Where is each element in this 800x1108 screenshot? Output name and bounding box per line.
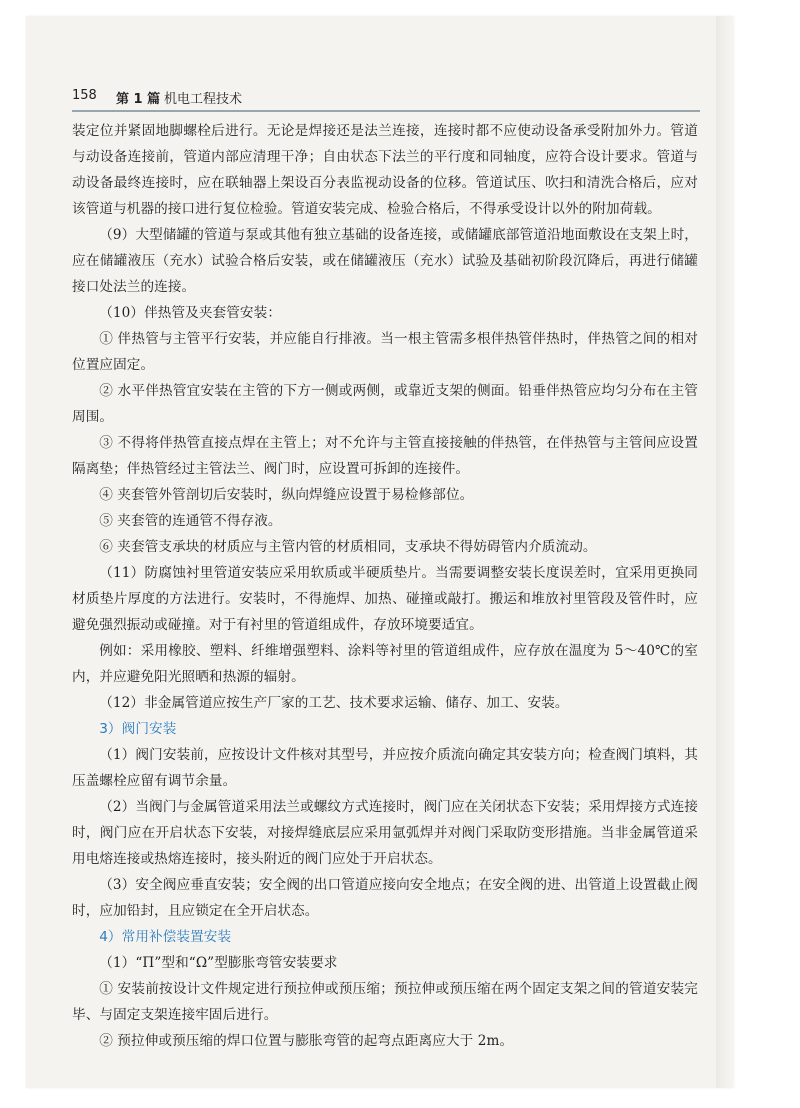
body-text (72, 118, 698, 1054)
paragraph: （1）阀门安装前，应按设计文件核对其型号，并应按介质流向确定其安装方向；检查阀门填料，其压盖螺栓应留有调节余量。 (72, 747, 698, 789)
page-number: 158 (72, 88, 97, 103)
paragraph: ② 水平伴热管宜安装在主管的下方一侧或两侧，或靠近支架的侧面。铅垂伴热管应均匀分布在主管周围。 (72, 383, 698, 425)
paragraph: （2）当阀门与金属管道采用法兰或螺纹方式连接时，阀门应在关闭状态下安装；采用焊接方式连接时，阀门应在开启状态下安装，对接焊缝底层应采用氩弧焊并对阀门采取防变形措施。当非金属管道采用电熔连接或热熔连接时，接头附近的阀门应处于开启状态。 (72, 799, 698, 867)
paragraph: （1）“Π”型和“Ω”型膨胀弯管安装要求 (99, 955, 338, 971)
paragraph: 装定位并紧固地脚螺栓后进行。无论是焊接还是法兰连接，连接时都不应使动设备承受附加外力。管道与动设备连接前，管道内部应清理干净；自由状态下法兰的平行度和同轴度，应符合设计要求。管道与动设备最终连接时，应在联轴器上架设百分表监视动设备的位移。管道试压、吹扫和清洗合格后，应对该管道与机器的接口进行复位检验。管道安装完成、检验合格后，不得承受设计以外的附加荷载。 (72, 123, 698, 217)
paragraph: （3）安全阀应垂直安装；安全阀的出口管道应接向安全地点；在安全阀的进、出管道上设置截止阀时，应加铅封，且应锁定在全开启状态。 (72, 877, 698, 919)
paragraph: ① 伴热管与主管平行安装，并应能自行排液。当一根主管需多根伴热管伴热时，伴热管之间的相对位置应固定。 (72, 331, 698, 373)
chapter-title: 机电工程技术 (164, 92, 243, 107)
paragraph: （9）大型储罐的管道与泵或其他有独立基础的设备连接，或储罐底部管道沿地面敷设在支架上时，应在储罐液压（充水）试验合格后安装，或在储罐液压（充水）试验及基础初阶段沉降后，再进行储罐接口处法兰的连接。 (72, 227, 698, 295)
part-label: 第 1 篇 (116, 92, 161, 107)
paragraph: ① 安装前按设计文件规定进行预拉伸或预压缩；预拉伸或预压缩在两个固定支架之间的管道安装完毕、与固定支架连接牢固后进行。 (72, 981, 698, 1023)
section-heading-valve: 3）阀门安装 (99, 721, 177, 737)
paragraph: 例如：采用橡胶、塑料、纤维增强塑料、涂料等衬里的管道组成件，应存放在温度为 5～40℃的室内，并应避免阳光照晒和热源的辐射。 (72, 643, 698, 685)
paragraph: （11）防腐蚀衬里管道安装应采用软质或半硬质垫片。当需要调整安装长度误差时，宜采用更换同材质垫片厚度的方法进行。安装时，不得施焊、加热、碰撞或敲打。搬运和堆放衬里管段及管件时，应避免强烈振动或碰撞。对于有衬里的管道组成件，存放环境要适宜。 (72, 565, 698, 633)
paragraph: ② 预拉伸或预压缩的焊口位置与膨胀弯管的起弯点距离应大于 2m。 (99, 1033, 514, 1049)
paragraph: ③ 不得将伴热管直接点焊在主管上；对不允许与主管直接接触的伴热管，在伴热管与主管间应设置隔离垫；伴热管经过主管法兰、阀门时，应设置可拆卸的连接件。 (72, 435, 698, 477)
paragraph: ④ 夹套管外管剖切后安装时，纵向焊缝应设置于易检修部位。 (99, 487, 474, 503)
paragraph: （12）非金属管道应按生产厂家的工艺、技术要求运输、储存、加工、安装。 (99, 695, 569, 711)
page-edge (716, 16, 734, 1088)
paragraph: ⑥ 夹套管支承块的材质应与主管内管的材质相同，支承块不得妨碍管内介质流动。 (99, 539, 597, 555)
paragraph: ⑤ 夹套管的连通管不得存液。 (99, 513, 282, 529)
paragraph: （10）伴热管及夹套管安装： (99, 305, 282, 321)
page-header (72, 86, 700, 110)
header-rule (72, 110, 700, 112)
section-heading-compensator: 4）常用补偿装置安装 (99, 929, 232, 945)
